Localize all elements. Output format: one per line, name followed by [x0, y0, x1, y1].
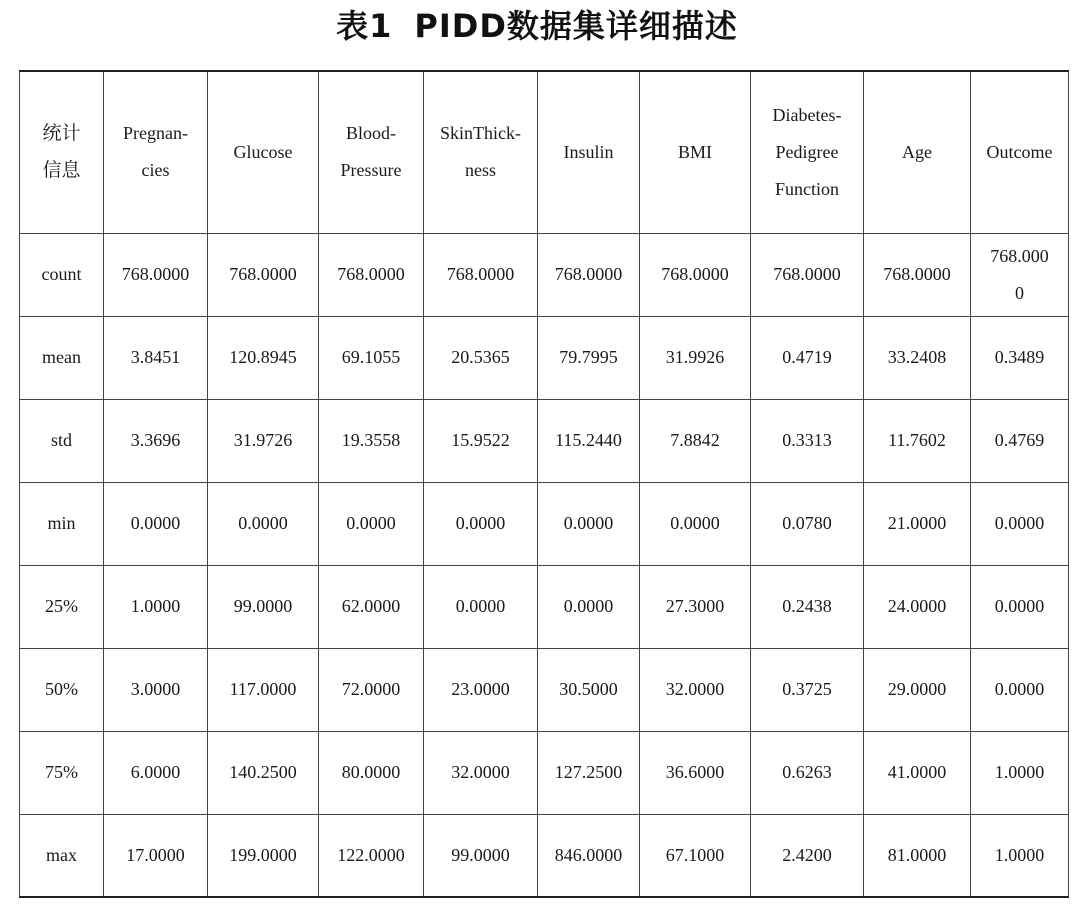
cell-pregnancies: 1.0000 [104, 565, 208, 648]
cell-age: 81.0000 [864, 814, 971, 897]
table-caption [0, 4, 1074, 48]
header-cell-skin-thickness: SkinThick- ness [424, 71, 538, 233]
cell-age: 41.0000 [864, 731, 971, 814]
cell-bmi: 768.0000 [640, 233, 751, 316]
header-cell-bmi: BMI [640, 71, 751, 233]
cell-glucose: 768.0000 [208, 233, 319, 316]
cell-pregnancies: 3.8451 [104, 316, 208, 399]
table-row [20, 565, 1069, 648]
cell-insulin: 846.0000 [538, 814, 640, 897]
header-cell-insulin: Insulin [538, 71, 640, 233]
cell-skin-thickness: 0.0000 [424, 565, 538, 648]
cell-blood-pressure: 69.1055 [319, 316, 424, 399]
cell-insulin: 79.7995 [538, 316, 640, 399]
cell-blood-pressure: 72.0000 [319, 648, 424, 731]
cell-skin-thickness: 99.0000 [424, 814, 538, 897]
cell-glucose: 199.0000 [208, 814, 319, 897]
cell-bmi: 67.1000 [640, 814, 751, 897]
cell-glucose: 117.0000 [208, 648, 319, 731]
header-cell-age: Age [864, 71, 971, 233]
header-cell-outcome: Outcome [971, 71, 1069, 233]
cell-insulin: 115.2440 [538, 399, 640, 482]
cell-stat: 75% [20, 731, 104, 814]
cell-insulin: 127.2500 [538, 731, 640, 814]
header-cell-pregnancies: Pregnan- cies [104, 71, 208, 233]
cell-bmi: 31.9926 [640, 316, 751, 399]
cell-pregnancies: 768.0000 [104, 233, 208, 316]
cell-glucose: 120.8945 [208, 316, 319, 399]
cell-blood-pressure: 62.0000 [319, 565, 424, 648]
header-cell-glucose: Glucose [208, 71, 319, 233]
cell-blood-pressure: 768.0000 [319, 233, 424, 316]
cell-skin-thickness: 23.0000 [424, 648, 538, 731]
cell-insulin: 0.0000 [538, 482, 640, 565]
cell-diabetes-pedigree-function: 0.0780 [751, 482, 864, 565]
cell-glucose: 140.2500 [208, 731, 319, 814]
cell-stat: std [20, 399, 104, 482]
cell-glucose: 31.9726 [208, 399, 319, 482]
cell-outcome: 0.0000 [971, 565, 1069, 648]
statistics-table [19, 70, 1069, 898]
cell-diabetes-pedigree-function: 0.3725 [751, 648, 864, 731]
cell-bmi: 7.8842 [640, 399, 751, 482]
cell-blood-pressure: 122.0000 [319, 814, 424, 897]
cell-skin-thickness: 32.0000 [424, 731, 538, 814]
table-body [20, 233, 1069, 897]
table-row [20, 731, 1069, 814]
cell-pregnancies: 17.0000 [104, 814, 208, 897]
table-title: PIDD数据集详细描述 [414, 7, 738, 45]
cell-outcome: 0.0000 [971, 482, 1069, 565]
cell-diabetes-pedigree-function: 768.0000 [751, 233, 864, 316]
cell-diabetes-pedigree-function: 0.4719 [751, 316, 864, 399]
cell-skin-thickness: 15.9522 [424, 399, 538, 482]
header-row [20, 71, 1069, 233]
cell-age: 24.0000 [864, 565, 971, 648]
cell-age: 768.0000 [864, 233, 971, 316]
cell-skin-thickness: 0.0000 [424, 482, 538, 565]
table-row [20, 316, 1069, 399]
cell-insulin: 30.5000 [538, 648, 640, 731]
cell-stat: count [20, 233, 104, 316]
cell-bmi: 36.6000 [640, 731, 751, 814]
cell-pregnancies: 3.3696 [104, 399, 208, 482]
cell-age: 11.7602 [864, 399, 971, 482]
table-number: 表1 [336, 7, 393, 45]
header-cell-stat-info: 统计 信息 [20, 71, 104, 233]
cell-bmi: 27.3000 [640, 565, 751, 648]
cell-outcome: 0.4769 [971, 399, 1069, 482]
cell-bmi: 0.0000 [640, 482, 751, 565]
cell-diabetes-pedigree-function: 0.2438 [751, 565, 864, 648]
cell-pregnancies: 6.0000 [104, 731, 208, 814]
header-cell-blood-pressure: Blood- Pressure [319, 71, 424, 233]
cell-age: 29.0000 [864, 648, 971, 731]
cell-stat: min [20, 482, 104, 565]
cell-outcome: 768.000 0 [971, 233, 1069, 316]
cell-pregnancies: 0.0000 [104, 482, 208, 565]
cell-insulin: 768.0000 [538, 233, 640, 316]
cell-bmi: 32.0000 [640, 648, 751, 731]
table-row [20, 648, 1069, 731]
cell-skin-thickness: 768.0000 [424, 233, 538, 316]
cell-outcome: 1.0000 [971, 814, 1069, 897]
cell-pregnancies: 3.0000 [104, 648, 208, 731]
header-cell-diabetes-pedigree-function: Diabetes- Pedigree Function [751, 71, 864, 233]
cell-skin-thickness: 20.5365 [424, 316, 538, 399]
table-row [20, 233, 1069, 316]
cell-outcome: 1.0000 [971, 731, 1069, 814]
cell-diabetes-pedigree-function: 0.3313 [751, 399, 864, 482]
cell-outcome: 0.3489 [971, 316, 1069, 399]
table-row [20, 482, 1069, 565]
cell-diabetes-pedigree-function: 2.4200 [751, 814, 864, 897]
cell-stat: 25% [20, 565, 104, 648]
cell-glucose: 99.0000 [208, 565, 319, 648]
cell-age: 21.0000 [864, 482, 971, 565]
cell-glucose: 0.0000 [208, 482, 319, 565]
cell-stat: 50% [20, 648, 104, 731]
cell-blood-pressure: 80.0000 [319, 731, 424, 814]
cell-insulin: 0.0000 [538, 565, 640, 648]
table-row [20, 814, 1069, 897]
cell-age: 33.2408 [864, 316, 971, 399]
cell-diabetes-pedigree-function: 0.6263 [751, 731, 864, 814]
cell-blood-pressure: 19.3558 [319, 399, 424, 482]
cell-outcome: 0.0000 [971, 648, 1069, 731]
cell-blood-pressure: 0.0000 [319, 482, 424, 565]
table-row [20, 399, 1069, 482]
cell-stat: max [20, 814, 104, 897]
cell-stat: mean [20, 316, 104, 399]
